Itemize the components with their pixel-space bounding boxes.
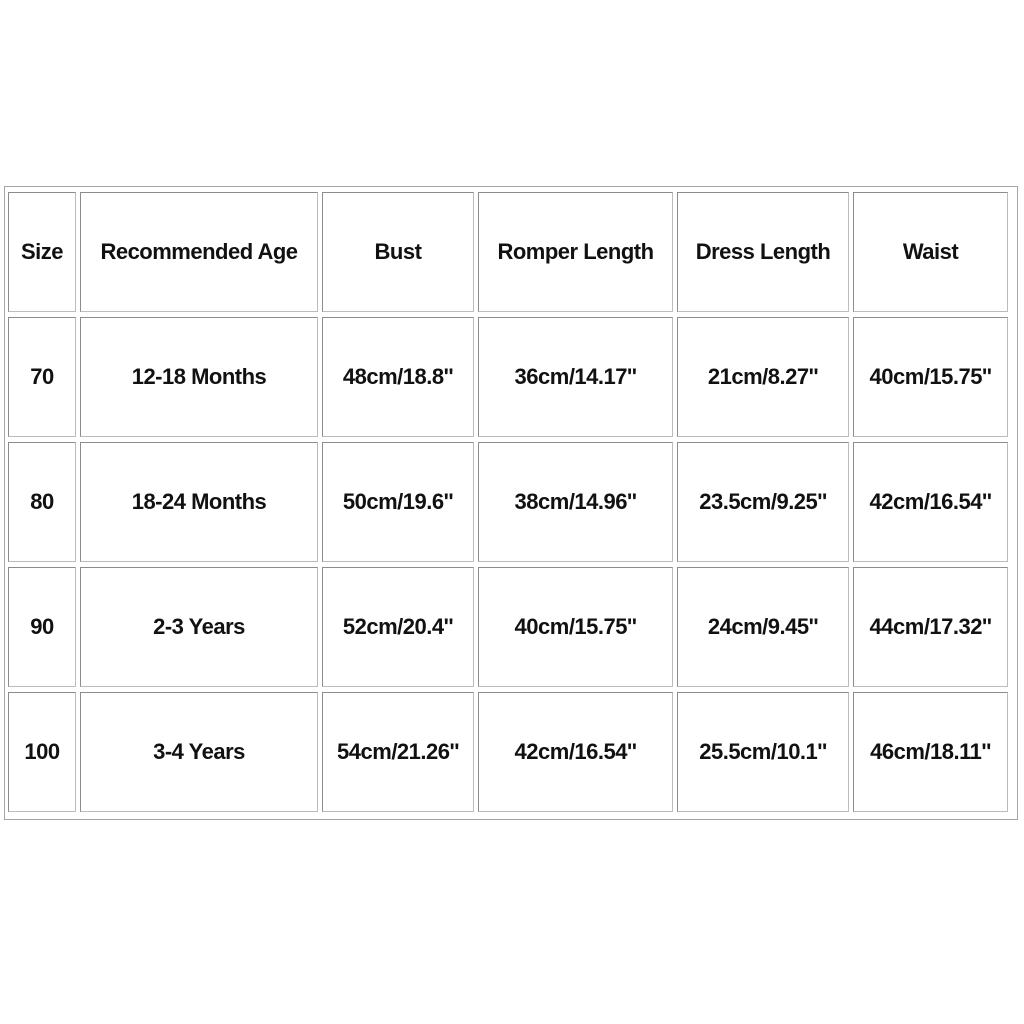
header-waist: Waist xyxy=(853,192,1008,312)
cell-waist: 44cm/17.32'' xyxy=(853,567,1008,687)
cell-size: 90 xyxy=(8,567,76,687)
cell-romper-length: 40cm/15.75'' xyxy=(478,567,673,687)
cell-dress-length: 21cm/8.27'' xyxy=(677,317,849,437)
cell-recommended-age: 12-18 Months xyxy=(80,317,318,437)
cell-romper-length: 42cm/16.54'' xyxy=(478,692,673,812)
cell-dress-length: 24cm/9.45'' xyxy=(677,567,849,687)
cell-romper-length: 38cm/14.96'' xyxy=(478,442,673,562)
cell-bust: 50cm/19.6'' xyxy=(322,442,474,562)
cell-recommended-age: 2-3 Years xyxy=(80,567,318,687)
cell-bust: 48cm/18.8'' xyxy=(322,317,474,437)
cell-waist: 40cm/15.75'' xyxy=(853,317,1008,437)
cell-waist: 46cm/18.11'' xyxy=(853,692,1008,812)
table-row xyxy=(8,692,1008,812)
header-recommended-age: Recommended Age xyxy=(80,192,318,312)
size-chart xyxy=(4,186,1018,820)
cell-recommended-age: 3-4 Years xyxy=(80,692,318,812)
table-row xyxy=(8,317,1008,437)
cell-romper-length: 36cm/14.17'' xyxy=(478,317,673,437)
cell-recommended-age: 18-24 Months xyxy=(80,442,318,562)
table-row xyxy=(8,442,1008,562)
size-table xyxy=(4,187,1012,817)
header-bust: Bust xyxy=(322,192,474,312)
cell-bust: 54cm/21.26'' xyxy=(322,692,474,812)
cell-dress-length: 23.5cm/9.25'' xyxy=(677,442,849,562)
header-row xyxy=(8,192,1008,312)
cell-size: 80 xyxy=(8,442,76,562)
table-row xyxy=(8,567,1008,687)
header-size: Size xyxy=(8,192,76,312)
cell-waist: 42cm/16.54'' xyxy=(853,442,1008,562)
cell-bust: 52cm/20.4'' xyxy=(322,567,474,687)
cell-size: 100 xyxy=(8,692,76,812)
cell-size: 70 xyxy=(8,317,76,437)
header-dress-length: Dress Length xyxy=(677,192,849,312)
cell-dress-length: 25.5cm/10.1'' xyxy=(677,692,849,812)
header-romper-length: Romper Length xyxy=(478,192,673,312)
